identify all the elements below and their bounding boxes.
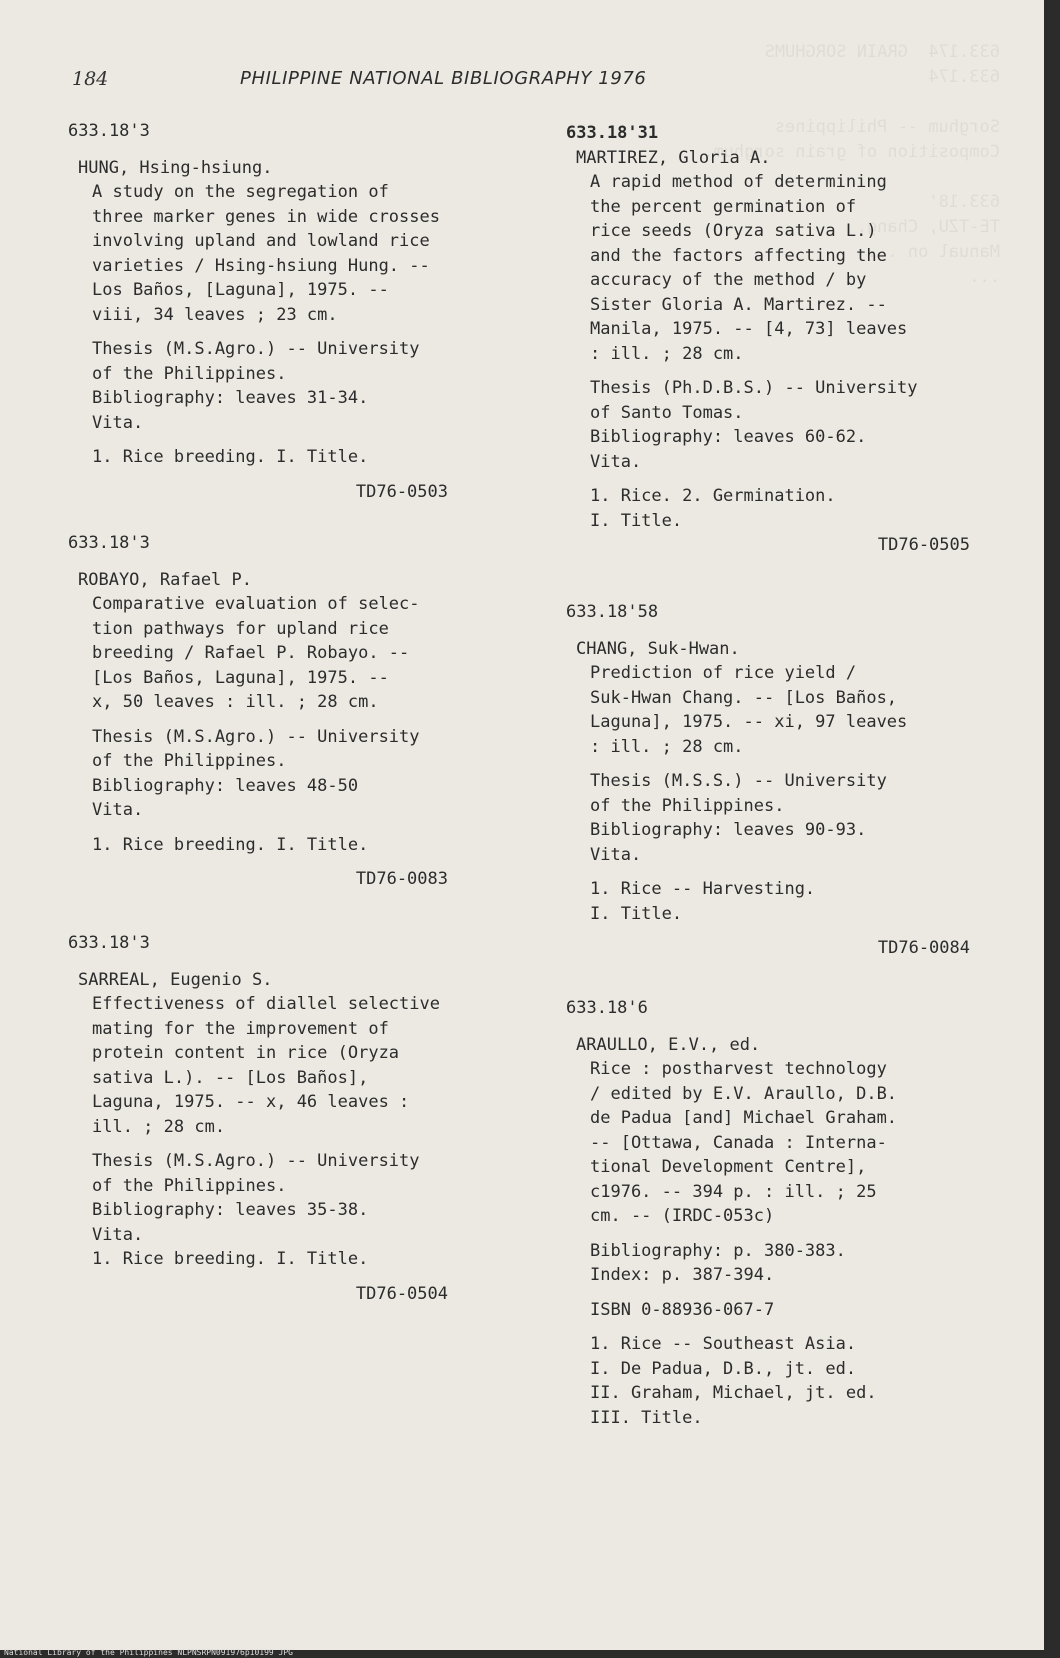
subject-line: 1. Rice. 2. Germination. bbox=[590, 486, 836, 506]
note-line: of the Philippines. bbox=[590, 795, 785, 816]
class-number: 633.18'58 bbox=[566, 602, 659, 622]
subject-line: I. Title. bbox=[590, 510, 683, 531]
note-line: Thesis (M.S.Agro.) -- University bbox=[92, 339, 420, 359]
note-line: Index: p. 387-394. bbox=[590, 1265, 775, 1285]
body-line: protein content in rice (Oryza bbox=[92, 1043, 400, 1063]
note-line: of the Philippines. bbox=[92, 363, 287, 384]
body-line: [Los Baños, Laguna], 1975. -- bbox=[92, 667, 389, 688]
body-line: : ill. ; 28 cm. bbox=[590, 343, 744, 364]
subject-line: II. Graham, Michael, jt. ed. bbox=[590, 1383, 877, 1403]
note-line: Thesis (M.S.S.) -- University bbox=[590, 771, 887, 791]
note-line: Bibliography: leaves 31-34. bbox=[92, 388, 369, 408]
accession-number: TD76-0084 bbox=[877, 938, 970, 958]
note-line: Vita. bbox=[92, 412, 144, 433]
note-line: Thesis (M.S.Agro.) -- University bbox=[92, 1151, 420, 1171]
entry-araullo bbox=[566, 996, 970, 1430]
body-line: accuracy of the method / by bbox=[590, 270, 867, 290]
body-line: Manila, 1975. -- [4, 73] leaves bbox=[590, 319, 908, 339]
class-number: 633.18'31 bbox=[566, 123, 659, 143]
note-line: Bibliography: leaves 48-50 bbox=[92, 775, 359, 796]
note-line: Thesis (Ph.D.B.S.) -- University bbox=[590, 378, 918, 398]
accession-number: TD76-0503 bbox=[355, 481, 448, 502]
subject-line: 1. Rice breeding. I. Title. bbox=[92, 834, 369, 855]
body-line: Rice : postharvest technology bbox=[590, 1059, 887, 1079]
note-line: Bibliography: leaves 90-93. bbox=[590, 820, 867, 840]
author: MARTIREZ, Gloria A. bbox=[576, 147, 771, 168]
body-line: cm. -- (IRDC-053c) bbox=[590, 1206, 775, 1226]
author: ROBAYO, Rafael P. bbox=[78, 569, 252, 590]
note-line: Vita. bbox=[92, 1224, 144, 1245]
entry-martirez bbox=[566, 121, 970, 558]
body-line: Effectiveness of diallel selective bbox=[92, 994, 440, 1014]
accession-number: TD76-0083 bbox=[355, 869, 448, 889]
note-line: Vita. bbox=[590, 451, 642, 472]
subject-line: I. Title. bbox=[590, 903, 683, 924]
author: HUNG, Hsing-hsiung. bbox=[78, 157, 273, 178]
body-line: mating for the improvement of bbox=[92, 1018, 389, 1039]
entry-chang bbox=[566, 600, 970, 961]
body-line: A rapid method of determining bbox=[590, 172, 887, 192]
body-line: Sister Gloria A. Martirez. -- bbox=[590, 294, 887, 315]
note-line: Bibliography: p. 380-383. bbox=[590, 1240, 846, 1261]
body-line: breeding / Rafael P. Robayo. -- bbox=[92, 643, 410, 663]
body-line: three marker genes in wide crosses bbox=[92, 206, 440, 227]
body-line: the percent germination of bbox=[590, 196, 857, 217]
body-line: -- [Ottawa, Canada : Interna- bbox=[590, 1132, 887, 1153]
bleed-through-text: 633.174 GRAIN SORGHUMS 633.174 Sorghum -- Philippines Composition of grain sorghum. 633.18' TE-TZU, Chang. Manual on ... ... bbox=[703, 42, 1000, 287]
accession-number: TD76-0504 bbox=[355, 1283, 448, 1304]
author: SARREAL, Eugenio S. bbox=[78, 969, 273, 990]
body-line: varieties / Hsing-hsiung Hung. -- bbox=[92, 255, 430, 276]
class-number: 633.18'6 bbox=[566, 998, 648, 1018]
body-line: de Padua [and] Michael Graham. bbox=[590, 1108, 898, 1128]
note-line: of the Philippines. bbox=[92, 751, 287, 771]
body-line: ill. ; 28 cm. bbox=[92, 1116, 226, 1137]
body-line: sativa L.). -- [Los Baños], bbox=[92, 1067, 369, 1088]
body-line: tion pathways for upland rice bbox=[92, 618, 389, 639]
body-line: rice seeds (Oryza sativa L.) bbox=[590, 221, 877, 241]
note-line: Thesis (M.S.Agro.) -- University bbox=[92, 726, 420, 747]
body-line: viii, 34 leaves ; 23 cm. bbox=[92, 304, 338, 325]
running-title: PHILIPPINE NATIONAL BIBLIOGRAPHY 1976 bbox=[240, 68, 647, 89]
body-line: c1976. -- 394 p. : ill. ; 25 bbox=[590, 1181, 877, 1202]
author: CHANG, Suk-Hwan. bbox=[576, 638, 740, 659]
scan-footer: National Library of the Philippines NLPNSRPN091976p10199 JPG bbox=[4, 1648, 293, 1657]
subject-line: 1. Rice breeding. I. Title. bbox=[92, 1249, 369, 1269]
entry-sarreal bbox=[68, 931, 448, 1306]
author: ARAULLO, E.V., ed. bbox=[576, 1034, 761, 1055]
subject-line: I. De Padua, D.B., jt. ed. bbox=[590, 1358, 857, 1379]
body-line: Laguna, 1975. -- x, 46 leaves : bbox=[92, 1092, 410, 1112]
class-number: 633.18'3 bbox=[68, 121, 150, 141]
subject-line: 1. Rice breeding. I. Title. bbox=[92, 447, 369, 467]
body-line: Suk-Hwan Chang. -- [Los Baños, bbox=[590, 687, 898, 708]
note-line: Vita. bbox=[92, 800, 144, 820]
note-line: of Santo Tomas. bbox=[590, 402, 744, 423]
body-line: A study on the segregation of bbox=[92, 182, 389, 202]
entry-hung bbox=[68, 119, 448, 504]
body-line: Prediction of rice yield / bbox=[590, 663, 857, 683]
body-line: Comparative evaluation of selec- bbox=[92, 594, 420, 614]
note-line: Bibliography: leaves 35-38. bbox=[92, 1200, 369, 1220]
body-line: x, 50 leaves : ill. ; 28 cm. bbox=[92, 692, 379, 712]
class-number: 633.18'3 bbox=[68, 933, 150, 953]
subject-line: 1. Rice -- Southeast Asia. bbox=[590, 1334, 857, 1354]
body-line: tional Development Centre], bbox=[590, 1157, 867, 1177]
note-line: of the Philippines. bbox=[92, 1175, 287, 1196]
page-number: 184 bbox=[72, 68, 109, 90]
note-line: Bibliography: leaves 60-62. bbox=[590, 427, 867, 447]
note-line: Vita. bbox=[590, 844, 642, 865]
accession-number: TD76-0505 bbox=[877, 535, 970, 555]
subject-line: III. Title. bbox=[590, 1407, 703, 1428]
subject-line: 1. Rice -- Harvesting. bbox=[590, 879, 816, 899]
class-number: 633.18'3 bbox=[68, 533, 150, 553]
body-line: : ill. ; 28 cm. bbox=[590, 736, 744, 757]
isbn: ISBN 0-88936-067-7 bbox=[590, 1299, 775, 1320]
body-line: involving upland and lowland rice bbox=[92, 231, 430, 251]
body-line: / edited by E.V. Araullo, D.B. bbox=[590, 1083, 898, 1104]
body-line: Laguna], 1975. -- xi, 97 leaves bbox=[590, 712, 908, 732]
body-line: Los Baños, [Laguna], 1975. -- bbox=[92, 280, 389, 300]
body-line: and the factors affecting the bbox=[590, 245, 887, 266]
entry-robayo bbox=[68, 531, 448, 892]
